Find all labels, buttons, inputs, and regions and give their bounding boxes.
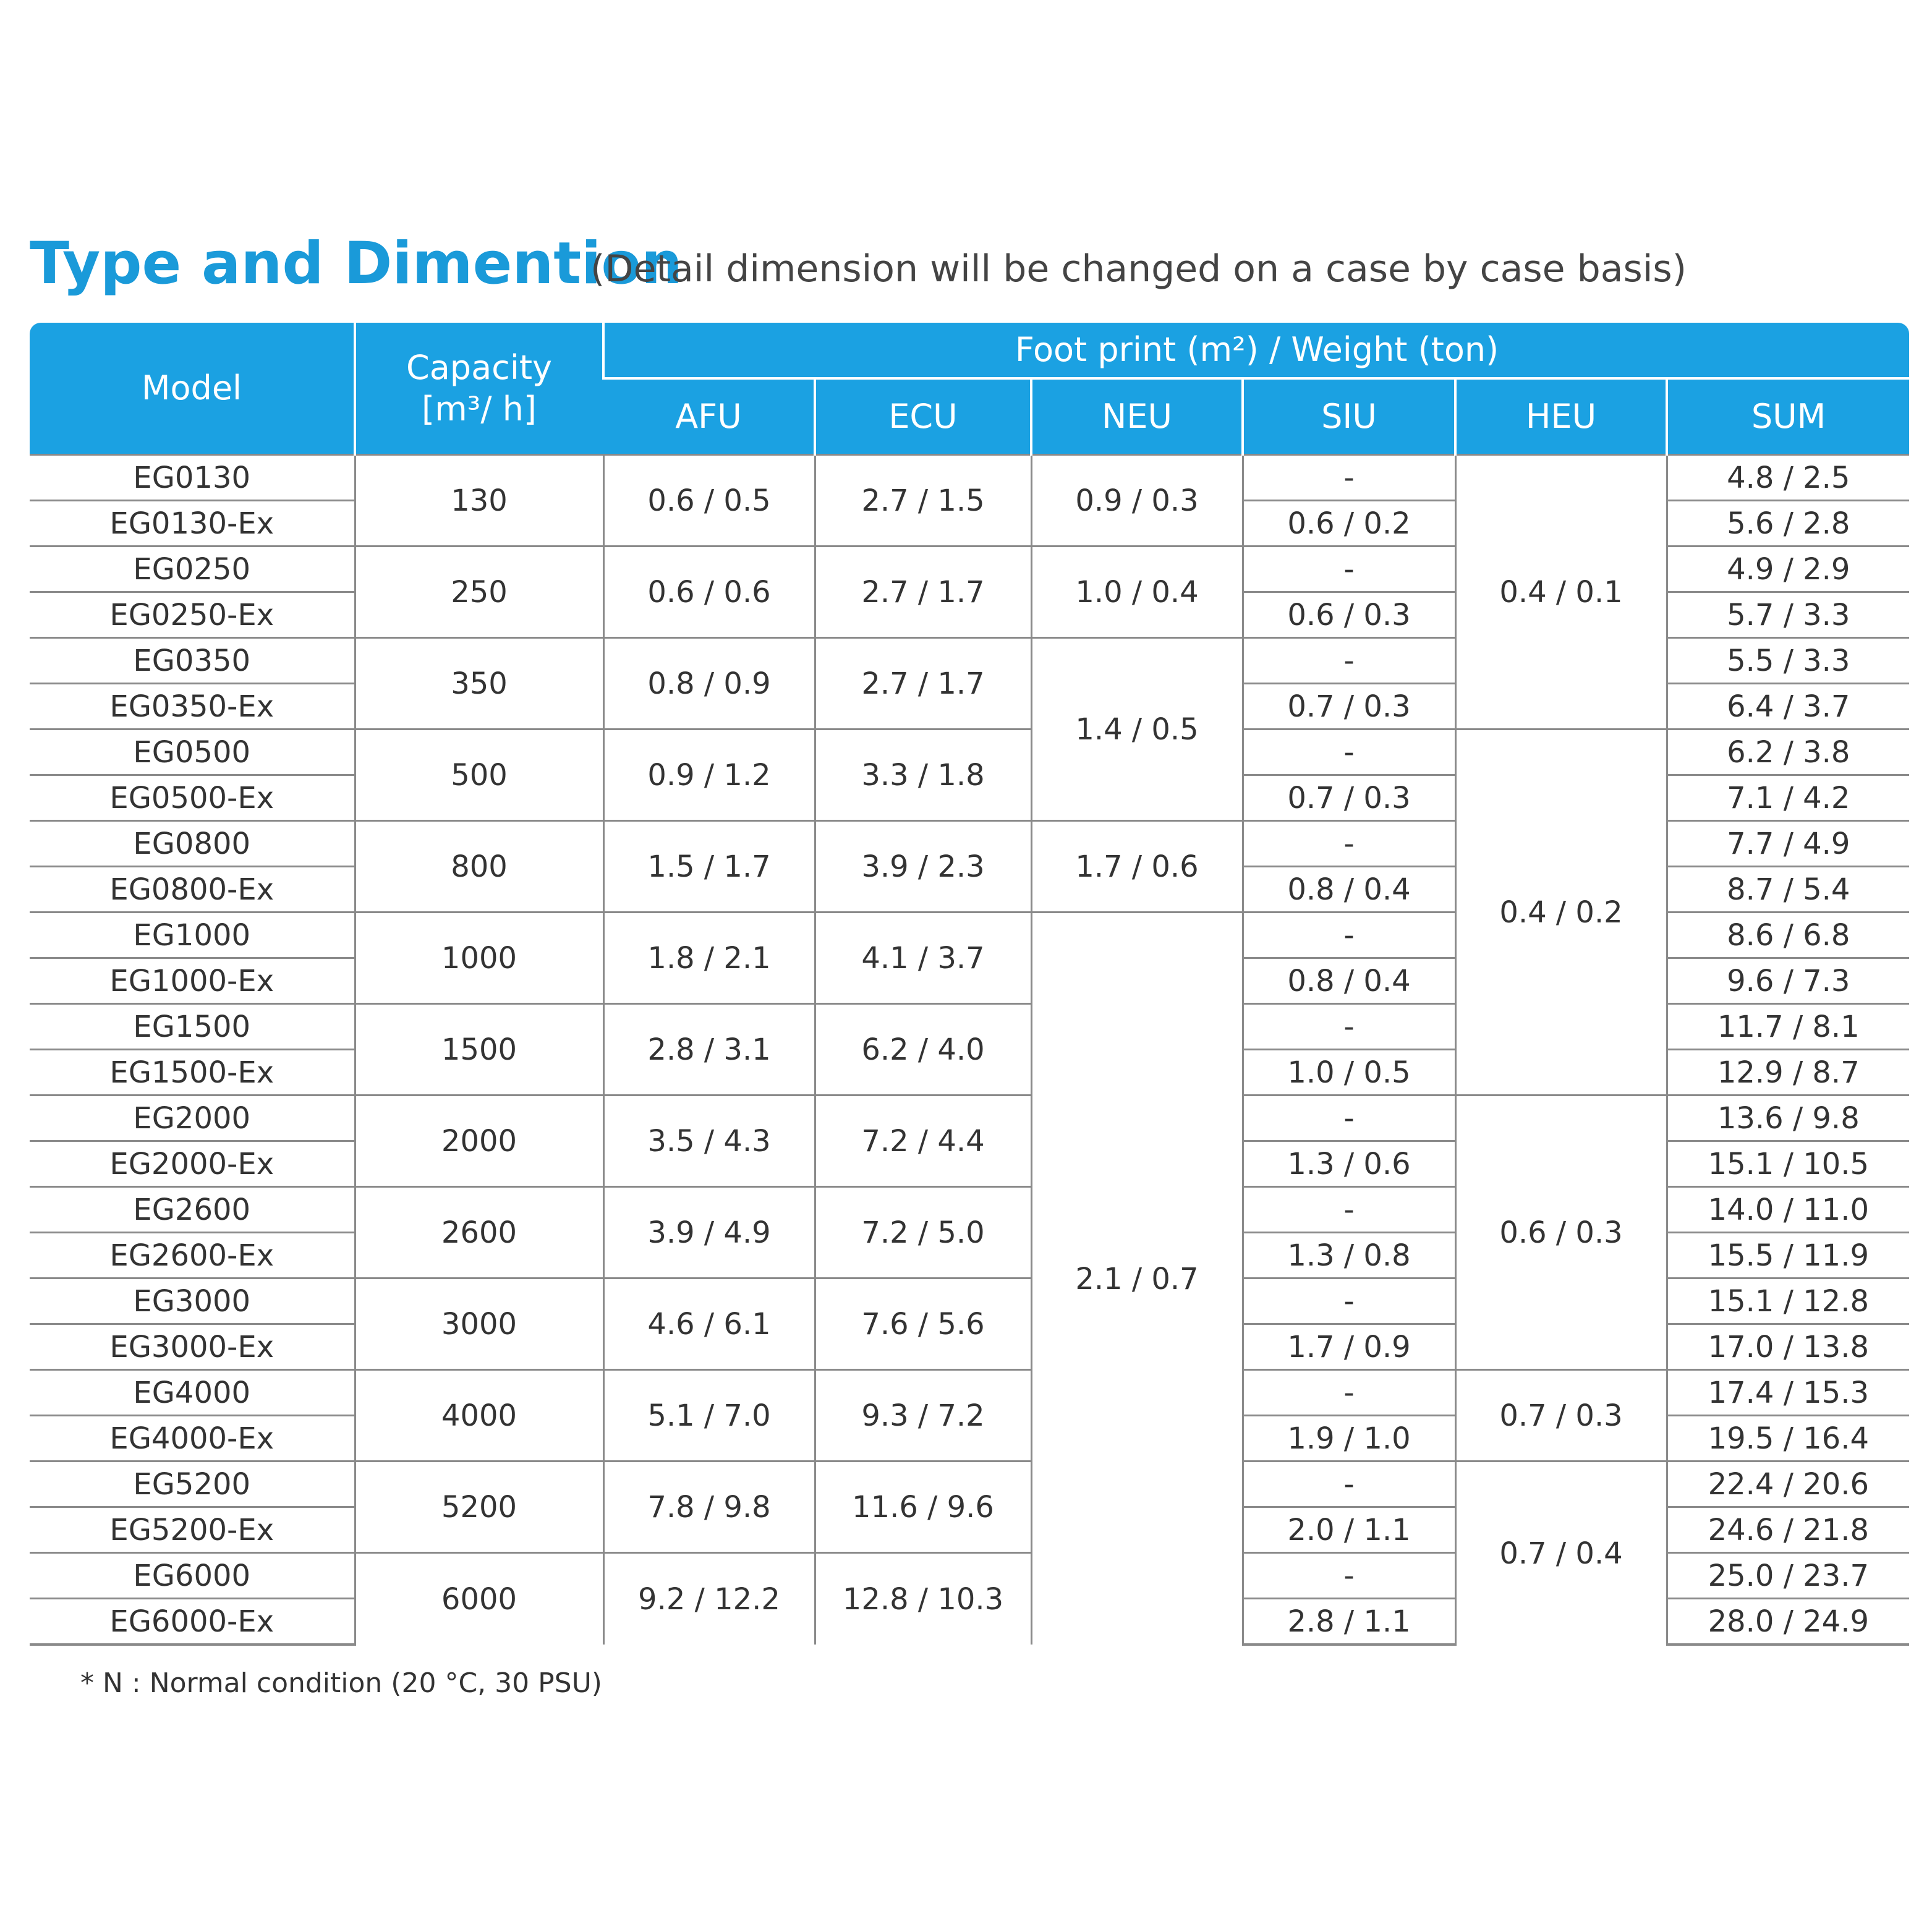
siu-cell: - bbox=[1243, 1553, 1455, 1599]
siu-cell: 0.8 / 0.4 bbox=[1243, 958, 1455, 1004]
model-cell: EG5200 bbox=[30, 1462, 355, 1507]
sum-cell: 5.5 / 3.3 bbox=[1667, 638, 1909, 684]
sum-cell: 4.9 / 2.9 bbox=[1667, 547, 1909, 592]
capacity-cell: 2600 bbox=[355, 1187, 603, 1279]
neu-cell: 2.1 / 0.7 bbox=[1031, 913, 1243, 1645]
model-cell: EG0350 bbox=[30, 638, 355, 684]
siu-cell: 0.8 / 0.4 bbox=[1243, 867, 1455, 913]
afu-cell: 0.6 / 0.5 bbox=[603, 455, 815, 547]
model-cell: EG0500-Ex bbox=[30, 775, 355, 821]
model-cell: EG2600-Ex bbox=[30, 1233, 355, 1279]
siu-cell: 1.0 / 0.5 bbox=[1243, 1050, 1455, 1096]
afu-cell: 5.1 / 7.0 bbox=[603, 1370, 815, 1462]
table-row bbox=[30, 455, 1909, 501]
capacity-cell: 3000 bbox=[355, 1279, 603, 1370]
model-cell: EG1000-Ex bbox=[30, 958, 355, 1004]
siu-cell: 0.7 / 0.3 bbox=[1243, 684, 1455, 730]
sum-cell: 7.1 / 4.2 bbox=[1667, 775, 1909, 821]
header-afu: AFU bbox=[603, 378, 815, 455]
model-cell: EG5200-Ex bbox=[30, 1507, 355, 1553]
siu-cell: - bbox=[1243, 1096, 1455, 1141]
afu-cell: 7.8 / 9.8 bbox=[603, 1462, 815, 1553]
ecu-cell: 3.3 / 1.8 bbox=[815, 730, 1031, 821]
model-cell: EG0130-Ex bbox=[30, 501, 355, 547]
model-cell: EG1500-Ex bbox=[30, 1050, 355, 1096]
ecu-cell: 3.9 / 2.3 bbox=[815, 821, 1031, 913]
model-cell: EG0250 bbox=[30, 547, 355, 592]
model-cell: EG6000 bbox=[30, 1553, 355, 1599]
table-row bbox=[30, 730, 1909, 775]
model-cell: EG1000 bbox=[30, 913, 355, 958]
sum-cell: 15.5 / 11.9 bbox=[1667, 1233, 1909, 1279]
afu-cell: 4.6 / 6.1 bbox=[603, 1279, 815, 1370]
siu-cell: 1.9 / 1.0 bbox=[1243, 1416, 1455, 1462]
table-row bbox=[30, 1096, 1909, 1141]
neu-cell: 0.9 / 0.3 bbox=[1031, 455, 1243, 547]
heu-cell: 0.7 / 0.3 bbox=[1455, 1370, 1667, 1462]
neu-cell: 1.0 / 0.4 bbox=[1031, 547, 1243, 638]
capacity-cell: 2000 bbox=[355, 1096, 603, 1187]
heu-cell: 0.4 / 0.1 bbox=[1455, 455, 1667, 730]
siu-cell: - bbox=[1243, 455, 1455, 501]
sum-cell: 17.4 / 15.3 bbox=[1667, 1370, 1909, 1416]
page-subtitle: (Detail dimension will be changed on a case by case basis) bbox=[590, 247, 1687, 291]
capacity-cell: 350 bbox=[355, 638, 603, 730]
ecu-cell: 9.3 / 7.2 bbox=[815, 1370, 1031, 1462]
header-model: Model bbox=[30, 323, 355, 455]
ecu-cell: 2.7 / 1.7 bbox=[815, 547, 1031, 638]
sum-cell: 14.0 / 11.0 bbox=[1667, 1187, 1909, 1233]
ecu-cell: 12.8 / 10.3 bbox=[815, 1553, 1031, 1645]
table-header bbox=[30, 323, 1909, 455]
model-cell: EG3000 bbox=[30, 1279, 355, 1324]
model-cell: EG0500 bbox=[30, 730, 355, 775]
ecu-cell: 2.7 / 1.5 bbox=[815, 455, 1031, 547]
header-heu: HEU bbox=[1455, 378, 1667, 455]
ecu-cell: 6.2 / 4.0 bbox=[815, 1004, 1031, 1096]
model-cell: EG1500 bbox=[30, 1004, 355, 1050]
siu-cell: - bbox=[1243, 913, 1455, 958]
sum-cell: 6.4 / 3.7 bbox=[1667, 684, 1909, 730]
siu-cell: - bbox=[1243, 1187, 1455, 1233]
header-sum: SUM bbox=[1667, 378, 1909, 455]
siu-cell: - bbox=[1243, 547, 1455, 592]
siu-cell: 1.3 / 0.8 bbox=[1243, 1233, 1455, 1279]
model-cell: EG4000 bbox=[30, 1370, 355, 1416]
model-cell: EG6000-Ex bbox=[30, 1599, 355, 1645]
header-footprint-weight: Foot print (m²) / Weight (ton) bbox=[603, 323, 1909, 378]
footnote: * N : Normal condition (20 °C, 30 PSU) bbox=[80, 1667, 602, 1699]
model-cell: EG0800 bbox=[30, 821, 355, 867]
sum-cell: 8.7 / 5.4 bbox=[1667, 867, 1909, 913]
siu-cell: - bbox=[1243, 730, 1455, 775]
model-cell: EG3000-Ex bbox=[30, 1324, 355, 1370]
siu-cell: 1.7 / 0.9 bbox=[1243, 1324, 1455, 1370]
model-cell: EG0130 bbox=[30, 455, 355, 501]
siu-cell: 0.6 / 0.2 bbox=[1243, 501, 1455, 547]
heu-cell: 0.4 / 0.2 bbox=[1455, 730, 1667, 1096]
siu-cell: - bbox=[1243, 1370, 1455, 1416]
model-cell: EG0250-Ex bbox=[30, 592, 355, 638]
table-row bbox=[30, 1462, 1909, 1507]
model-cell: EG2000 bbox=[30, 1096, 355, 1141]
siu-cell: - bbox=[1243, 638, 1455, 684]
header-capacity bbox=[355, 323, 603, 455]
sum-cell: 6.2 / 3.8 bbox=[1667, 730, 1909, 775]
header-capacity-unit: [m³/ h] bbox=[422, 389, 537, 428]
header-siu: SIU bbox=[1243, 378, 1455, 455]
ecu-cell: 7.6 / 5.6 bbox=[815, 1279, 1031, 1370]
ecu-cell: 7.2 / 4.4 bbox=[815, 1096, 1031, 1187]
sum-cell: 22.4 / 20.6 bbox=[1667, 1462, 1909, 1507]
afu-cell: 3.9 / 4.9 bbox=[603, 1187, 815, 1279]
afu-cell: 0.9 / 1.2 bbox=[603, 730, 815, 821]
siu-cell: - bbox=[1243, 1004, 1455, 1050]
capacity-cell: 250 bbox=[355, 547, 603, 638]
capacity-cell: 5200 bbox=[355, 1462, 603, 1553]
ecu-cell: 2.7 / 1.7 bbox=[815, 638, 1031, 730]
siu-cell: 1.3 / 0.6 bbox=[1243, 1141, 1455, 1187]
type-dimension-table bbox=[30, 323, 1909, 1646]
capacity-cell: 800 bbox=[355, 821, 603, 913]
capacity-cell: 1500 bbox=[355, 1004, 603, 1096]
afu-cell: 1.8 / 2.1 bbox=[603, 913, 815, 1004]
table-row bbox=[30, 1370, 1909, 1416]
sum-cell: 7.7 / 4.9 bbox=[1667, 821, 1909, 867]
afu-cell: 3.5 / 4.3 bbox=[603, 1096, 815, 1187]
sum-cell: 5.6 / 2.8 bbox=[1667, 501, 1909, 547]
model-cell: EG2000-Ex bbox=[30, 1141, 355, 1187]
ecu-cell: 7.2 / 5.0 bbox=[815, 1187, 1031, 1279]
ecu-cell: 11.6 / 9.6 bbox=[815, 1462, 1031, 1553]
siu-cell: 0.6 / 0.3 bbox=[1243, 592, 1455, 638]
sum-cell: 13.6 / 9.8 bbox=[1667, 1096, 1909, 1141]
afu-cell: 0.6 / 0.6 bbox=[603, 547, 815, 638]
afu-cell: 2.8 / 3.1 bbox=[603, 1004, 815, 1096]
neu-cell: 1.7 / 0.6 bbox=[1031, 821, 1243, 913]
siu-cell: 2.8 / 1.1 bbox=[1243, 1599, 1455, 1645]
sum-cell: 28.0 / 24.9 bbox=[1667, 1599, 1909, 1645]
page-title: Type and Dimention bbox=[30, 230, 683, 297]
sum-cell: 19.5 / 16.4 bbox=[1667, 1416, 1909, 1462]
sum-cell: 17.0 / 13.8 bbox=[1667, 1324, 1909, 1370]
capacity-cell: 130 bbox=[355, 455, 603, 547]
table-body bbox=[30, 455, 1909, 1645]
afu-cell: 9.2 / 12.2 bbox=[603, 1553, 815, 1645]
capacity-cell: 1000 bbox=[355, 913, 603, 1004]
sum-cell: 9.6 / 7.3 bbox=[1667, 958, 1909, 1004]
siu-cell: 2.0 / 1.1 bbox=[1243, 1507, 1455, 1553]
header-capacity-label: Capacity bbox=[406, 347, 552, 387]
model-cell: EG0350-Ex bbox=[30, 684, 355, 730]
sum-cell: 5.7 / 3.3 bbox=[1667, 592, 1909, 638]
sum-cell: 8.6 / 6.8 bbox=[1667, 913, 1909, 958]
heu-cell: 0.6 / 0.3 bbox=[1455, 1096, 1667, 1370]
sum-cell: 11.7 / 8.1 bbox=[1667, 1004, 1909, 1050]
header-neu: NEU bbox=[1031, 378, 1243, 455]
afu-cell: 0.8 / 0.9 bbox=[603, 638, 815, 730]
siu-cell: - bbox=[1243, 821, 1455, 867]
header-ecu: ECU bbox=[815, 378, 1031, 455]
sum-cell: 12.9 / 8.7 bbox=[1667, 1050, 1909, 1096]
capacity-cell: 4000 bbox=[355, 1370, 603, 1462]
neu-cell: 1.4 / 0.5 bbox=[1031, 638, 1243, 821]
siu-cell: 0.7 / 0.3 bbox=[1243, 775, 1455, 821]
siu-cell: - bbox=[1243, 1279, 1455, 1324]
model-cell: EG4000-Ex bbox=[30, 1416, 355, 1462]
sum-cell: 15.1 / 10.5 bbox=[1667, 1141, 1909, 1187]
model-cell: EG2600 bbox=[30, 1187, 355, 1233]
sum-cell: 4.8 / 2.5 bbox=[1667, 455, 1909, 501]
afu-cell: 1.5 / 1.7 bbox=[603, 821, 815, 913]
model-cell: EG0800-Ex bbox=[30, 867, 355, 913]
capacity-cell: 6000 bbox=[355, 1553, 603, 1645]
capacity-cell: 500 bbox=[355, 730, 603, 821]
sum-cell: 24.6 / 21.8 bbox=[1667, 1507, 1909, 1553]
heu-cell: 0.7 / 0.4 bbox=[1455, 1462, 1667, 1645]
siu-cell: - bbox=[1243, 1462, 1455, 1507]
sum-cell: 25.0 / 23.7 bbox=[1667, 1553, 1909, 1599]
sum-cell: 15.1 / 12.8 bbox=[1667, 1279, 1909, 1324]
ecu-cell: 4.1 / 3.7 bbox=[815, 913, 1031, 1004]
